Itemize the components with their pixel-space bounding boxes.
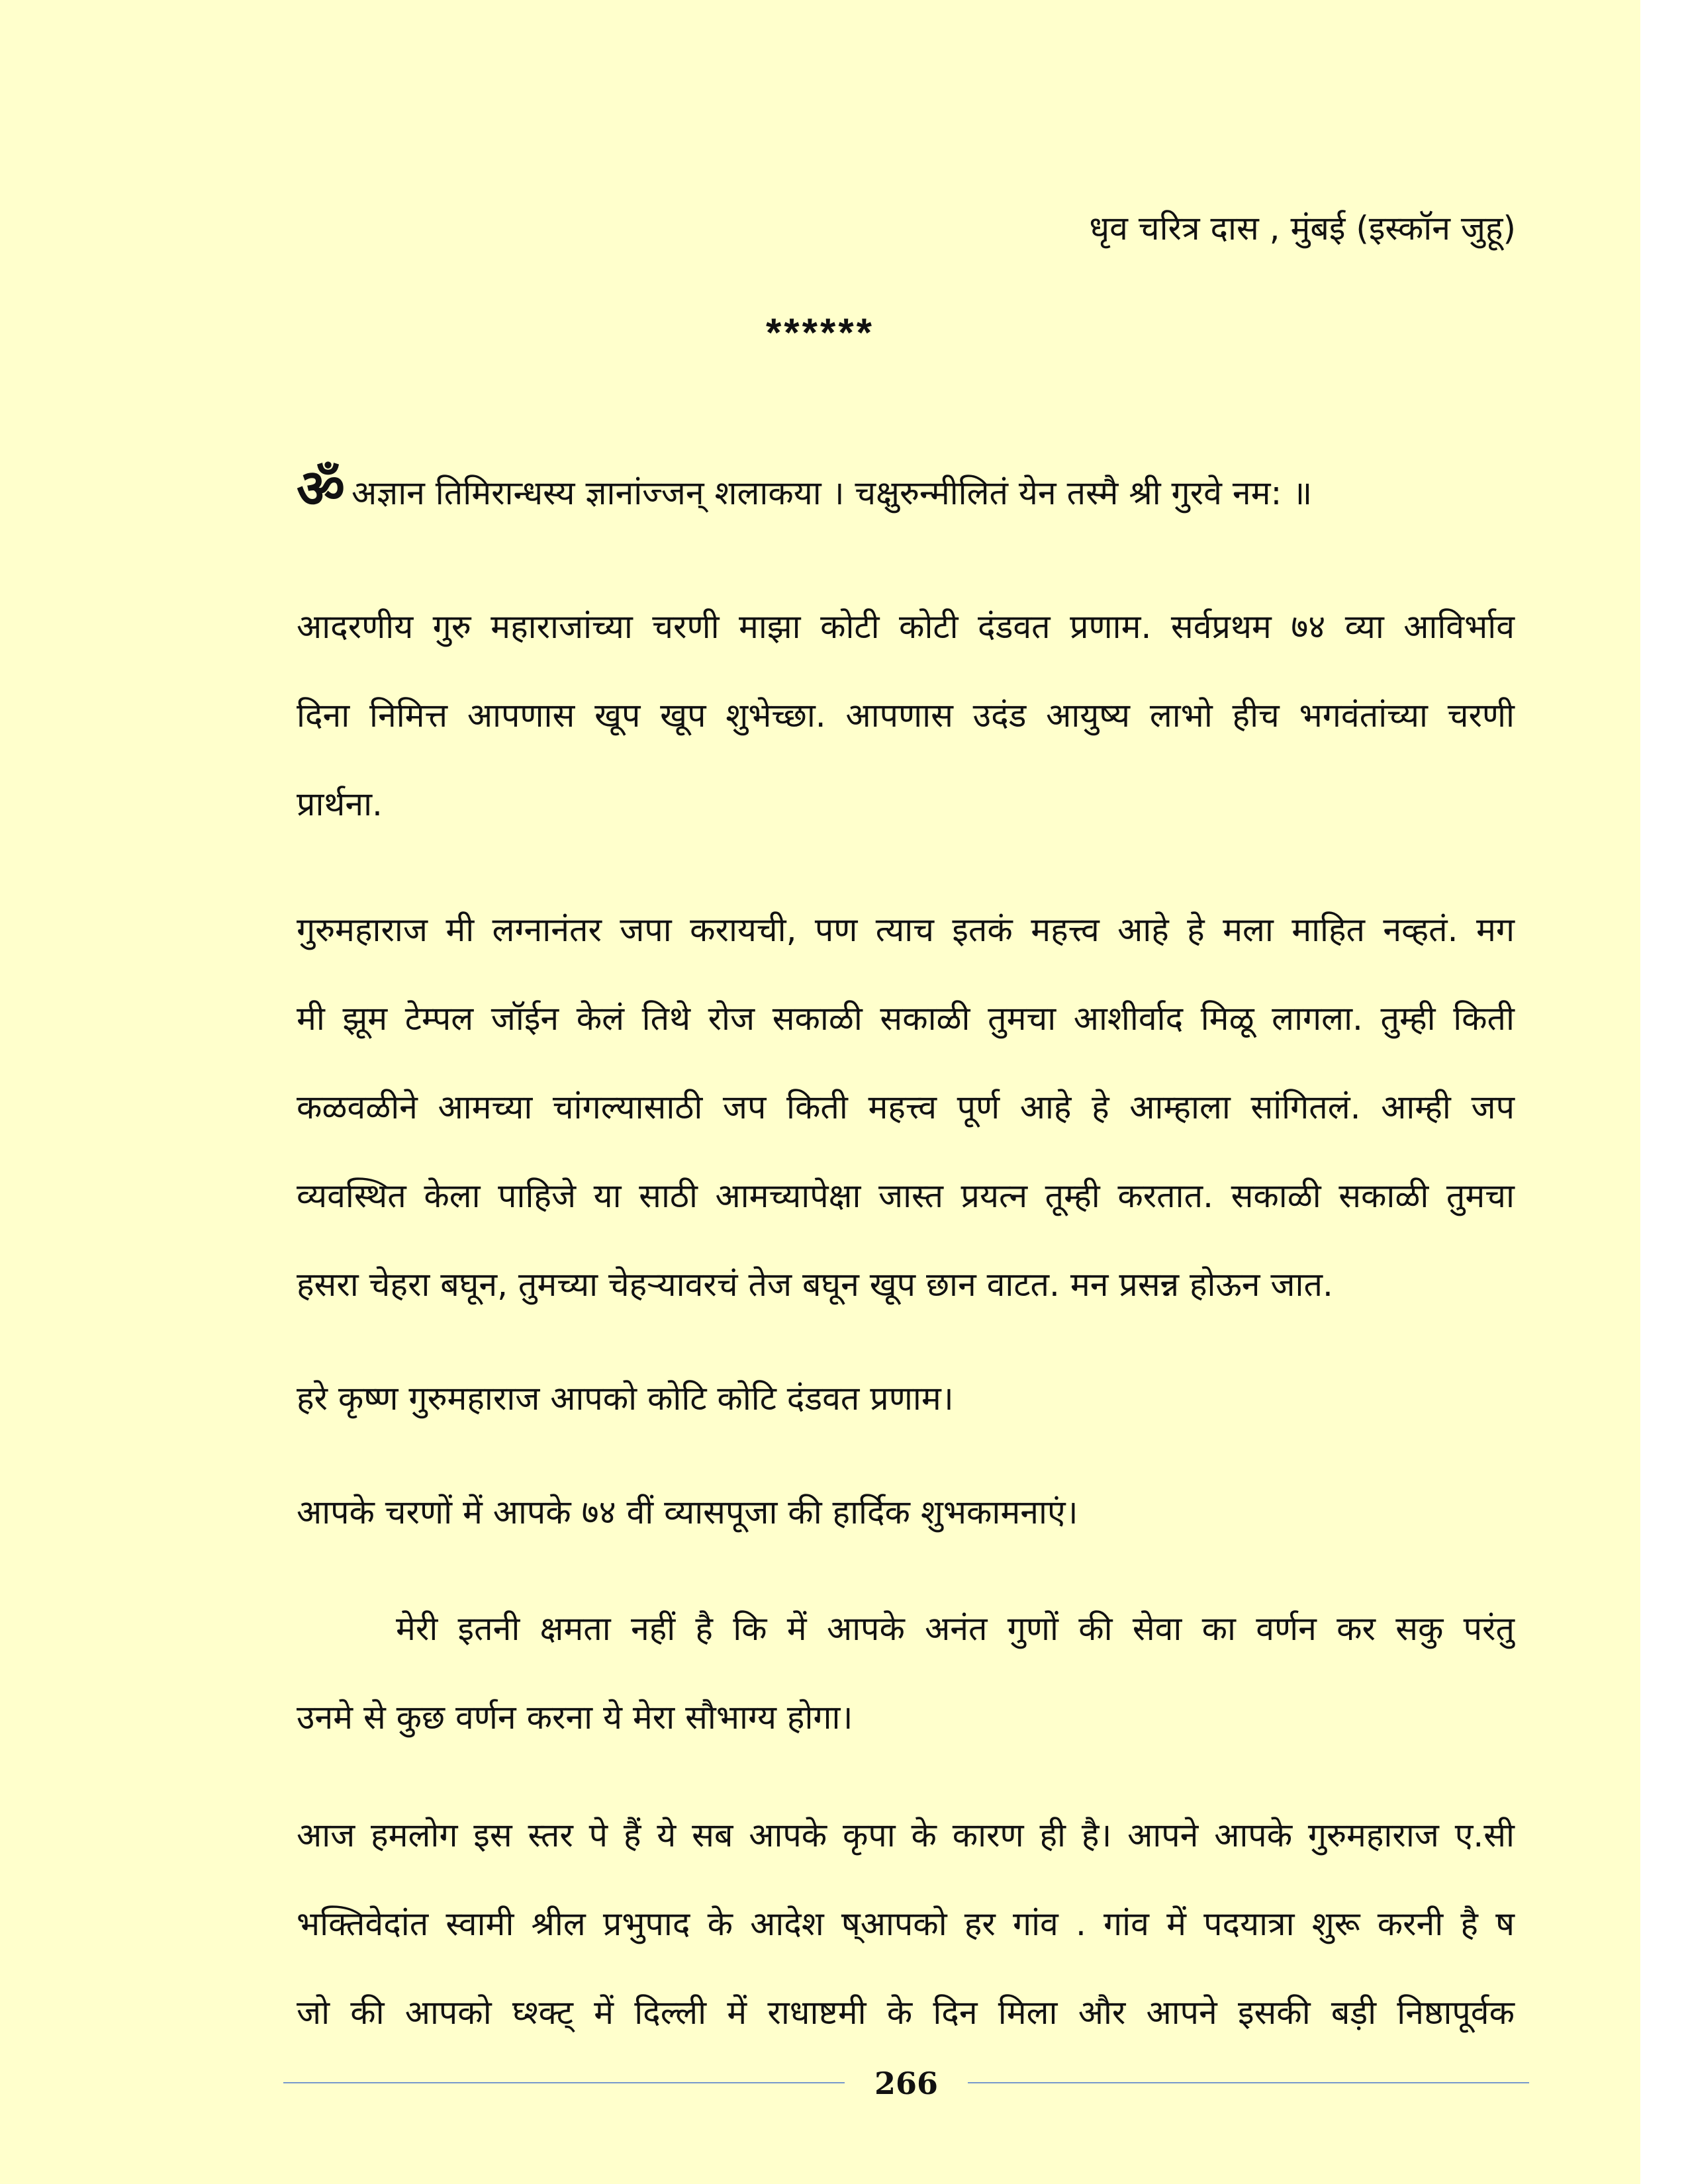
paragraph-line: आदरणीय गुरु महाराजांच्या चरणी माझा कोटी कोटी दंडवत प्रणाम. सर्वप्रथम ७४ व्या आविर्भाव	[297, 608, 1515, 646]
footer-rule-right	[968, 2082, 1529, 2083]
paragraph-line: कळवळीने आमच्या चांगल्यासाठी जप किती महत्त्व पूर्ण आहे हे आम्हाला सांगितलं. आम्ही जप	[297, 1088, 1515, 1126]
paragraph-line: हसरा चेहरा बघून, तुमच्या चेहऱ्यावरचं तेज बघून खूप छान वाटत. मन प्रसन्न होऊन जात.	[297, 1265, 1333, 1304]
paragraph-vyasa-puja	[297, 1468, 1515, 1557]
paragraph-line: व्यवस्थित केला पाहिजे या साठी आमच्यापेक्षा जास्त प्रयत्न तूम्ही करतात. सकाळी सकाळी तुमचा	[297, 1177, 1515, 1215]
page-number: 266	[874, 2066, 939, 2101]
paragraph-line: मेरी इतनी क्षमता नहीं है कि में आपके अनंत गुणों की सेवा का वर्णन कर सकु परंतु	[396, 1610, 1515, 1648]
paragraph-padayatra	[297, 1791, 1515, 2057]
paragraph-greeting	[297, 582, 1515, 848]
paragraph-line: आपके चरणों में आपके ७४ वीं व्यासपूजा की हार्दिक शुभकामनाएं।	[297, 1493, 1078, 1531]
paragraph-line: जो की आपको घ्श्क्ट् में दिल्ली में राधाष्टमी के दिन मिला और आपने इसकी बड़ी निष्ठापूर्वक	[297, 1993, 1515, 2032]
paragraph-line: भक्तिवेदांत स्वामी श्रील प्रभुपाद के आदेश ष्आपको हर गांव . गांव में पदयात्रा शुरू करनी है ष	[297, 1905, 1515, 1943]
author-line: धृव चरित्र दास , मुंबई (इस्कॉन जुहू)	[1089, 209, 1516, 248]
paragraph-line: आज हमलोग इस स्तर पे हैं ये सब आपके कृपा के कारण ही है। आपने आपके गुरुमहाराज ए.सी	[297, 1816, 1515, 1854]
paragraph-line: उनमे से कुछ वर्णन करना ये मेरा सौभाग्य होगा।	[297, 1698, 853, 1737]
paragraph-line: मी झूम टेम्पल जॉईन केलं तिथे रोज सकाळी सकाळी तुमचा आशीर्वाद मिळू लागला. तुम्ही किती	[297, 999, 1515, 1038]
paragraph-qualities	[297, 1584, 1515, 1762]
section-separator: ******	[765, 310, 875, 355]
paragraph-line: दिना निमित्त आपणास खूप खूप शुभेच्छा. आपणास उदंड आयुष्य लाभो हीच भगवंतांच्या चरणी	[297, 696, 1515, 735]
paragraph-line: हरे कृष्ण गुरुमहाराज आपको कोटि कोटि दंडवत प्रणाम।	[297, 1379, 954, 1418]
paragraph-japa	[297, 886, 1515, 1329]
paragraph-hindi-greeting	[297, 1354, 1515, 1443]
footer-rule-left	[283, 2082, 845, 2083]
guru-mantra	[297, 445, 1515, 537]
mantra-text: अज्ञान तिमिरान्धस्य ज्ञानांज्जन् शलाकया । चक्षुरुन्मीलितं येन तस्मै श्री गुरवे नम: ॥	[351, 474, 1313, 512]
paragraph-line: प्रार्थना.	[297, 785, 383, 823]
paragraph-line: गुरुमहाराज मी लग्नानंतर जपा करायची, पण त्याच इतकं महत्त्व आहे हे मला माहित नव्हतं. मग	[297, 911, 1515, 949]
om-symbol: ॐ	[297, 458, 345, 520]
page-margin-strip	[1640, 0, 1688, 2184]
